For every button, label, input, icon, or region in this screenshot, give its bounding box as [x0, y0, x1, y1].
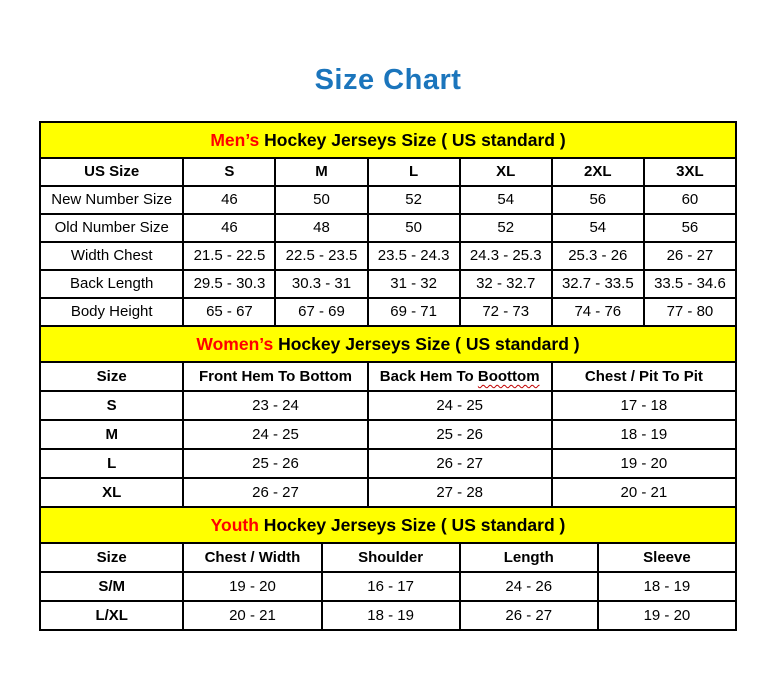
youth-row-s-m [40, 572, 736, 601]
womens-row-l [40, 449, 736, 478]
mens-row-width-chest [40, 242, 736, 270]
cell: 50 [368, 214, 460, 242]
cell: 23.5 - 24.3 [368, 242, 460, 270]
womens-row-s [40, 391, 736, 420]
row-label: Old Number Size [40, 214, 183, 242]
cell: 25.3 - 26 [552, 242, 644, 270]
cell: 32 - 32.7 [460, 270, 552, 298]
womens-section-header-row [40, 326, 736, 362]
youth-row-l-xl [40, 601, 736, 630]
cell: 25 - 26 [183, 449, 367, 478]
cell: 56 [552, 186, 644, 214]
cell: 22.5 - 23.5 [275, 242, 367, 270]
cell: 56 [644, 214, 736, 242]
mens-column-header: S [183, 158, 275, 186]
cell: 31 - 32 [368, 270, 460, 298]
cell: 54 [460, 186, 552, 214]
youth-column-header: Chest / Width [183, 543, 321, 572]
cell: 33.5 - 34.6 [644, 270, 736, 298]
cell: 26 - 27 [644, 242, 736, 270]
cell: 46 [183, 186, 275, 214]
cell: 17 - 18 [552, 391, 736, 420]
mens-section-title: Men’s Hockey Jerseys Size ( US standard ) [40, 122, 736, 158]
row-label: XL [40, 478, 183, 507]
cell: 16 - 17 [322, 572, 460, 601]
row-label: Body Height [40, 298, 183, 326]
cell: 19 - 20 [598, 601, 736, 630]
row-label: Back Length [40, 270, 183, 298]
mens-column-header: US Size [40, 158, 183, 186]
row-label: M [40, 420, 183, 449]
cell: 24.3 - 25.3 [460, 242, 552, 270]
cell: 32.7 - 33.5 [552, 270, 644, 298]
cell: 26 - 27 [183, 478, 367, 507]
youth-section-header-row [40, 507, 736, 543]
cell: 74 - 76 [552, 298, 644, 326]
cell: 67 - 69 [275, 298, 367, 326]
cell: 24 - 26 [460, 572, 598, 601]
cell: 24 - 25 [368, 391, 552, 420]
cell: 65 - 67 [183, 298, 275, 326]
womens-section-highlight: Women’s [196, 333, 274, 354]
cell: 24 - 25 [183, 420, 367, 449]
cell: 52 [368, 186, 460, 214]
cell: 18 - 19 [598, 572, 736, 601]
misspelled-word: Boottom [477, 367, 540, 385]
cell: 18 - 19 [322, 601, 460, 630]
cell: 23 - 24 [183, 391, 367, 420]
cell: 29.5 - 30.3 [183, 270, 275, 298]
youth-size-table [39, 506, 737, 631]
cell: 26 - 27 [368, 449, 552, 478]
mens-row-old-number-size [40, 214, 736, 242]
youth-section-highlight: Youth [210, 514, 259, 535]
mens-size-table [39, 121, 737, 327]
row-label: New Number Size [40, 186, 183, 214]
size-tables [39, 121, 737, 631]
youth-column-header: Size [40, 543, 183, 572]
mens-column-header: XL [460, 158, 552, 186]
youth-column-header: Shoulder [322, 543, 460, 572]
youth-column-header: Length [460, 543, 598, 572]
youth-column-header-row [40, 543, 736, 572]
mens-column-header: L [368, 158, 460, 186]
youth-section-title: Youth Hockey Jerseys Size ( US standard ) [40, 507, 736, 543]
womens-column-header: Front Hem To Bottom [183, 362, 367, 391]
cell: 30.3 - 31 [275, 270, 367, 298]
cell: 52 [460, 214, 552, 242]
cell: 26 - 27 [460, 601, 598, 630]
cell: 27 - 28 [368, 478, 552, 507]
mens-column-header-row [40, 158, 736, 186]
cell: 19 - 20 [183, 572, 321, 601]
cell: 50 [275, 186, 367, 214]
mens-section-header-row [40, 122, 736, 158]
womens-column-header: Chest / Pit To Pit [552, 362, 736, 391]
womens-section-title: Women’s Hockey Jerseys Size ( US standard ) [40, 326, 736, 362]
mens-row-new-number-size [40, 186, 736, 214]
mens-column-header: M [275, 158, 367, 186]
cell: 20 - 21 [552, 478, 736, 507]
cell: 72 - 73 [460, 298, 552, 326]
mens-column-header: 2XL [552, 158, 644, 186]
youth-column-header: Sleeve [598, 543, 736, 572]
cell: 25 - 26 [368, 420, 552, 449]
cell: 19 - 20 [552, 449, 736, 478]
cell: 69 - 71 [368, 298, 460, 326]
row-label: L [40, 449, 183, 478]
womens-column-header-row [40, 362, 736, 391]
row-label: Width Chest [40, 242, 183, 270]
mens-column-header: 3XL [644, 158, 736, 186]
cell: 18 - 19 [552, 420, 736, 449]
womens-column-header: Size [40, 362, 183, 391]
womens-size-table [39, 325, 737, 508]
row-label: S [40, 391, 183, 420]
cell: 77 - 80 [644, 298, 736, 326]
womens-column-header: Back Hem To Boottom [368, 362, 552, 391]
cell: 46 [183, 214, 275, 242]
cell: 20 - 21 [183, 601, 321, 630]
cell: 21.5 - 22.5 [183, 242, 275, 270]
row-label: S/M [40, 572, 183, 601]
cell: 60 [644, 186, 736, 214]
row-label: L/XL [40, 601, 183, 630]
womens-row-m [40, 420, 736, 449]
page-title: Size Chart [314, 64, 462, 96]
mens-row-back-length [40, 270, 736, 298]
cell: 54 [552, 214, 644, 242]
mens-row-body-height [40, 298, 736, 326]
cell: 48 [275, 214, 367, 242]
mens-section-highlight: Men’s [210, 129, 260, 150]
womens-row-xl [40, 478, 736, 507]
